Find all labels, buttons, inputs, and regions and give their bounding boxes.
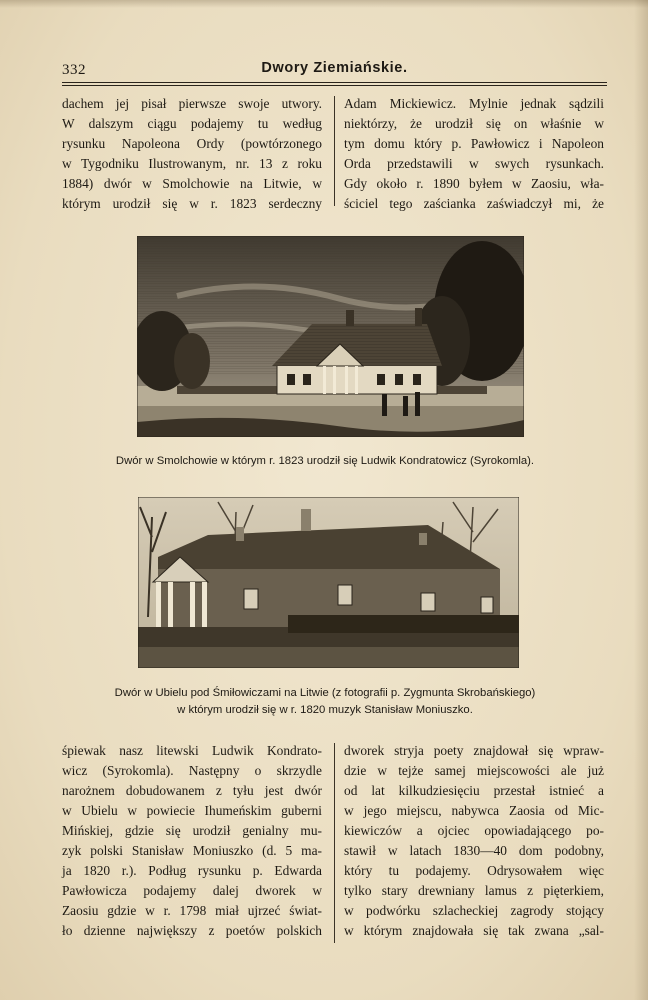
text-line: W dalszym ciągu podajemy tu według [62,116,322,131]
text-line: ściciel tego zaścianka zaświadczył mi, że [344,196,604,211]
text-line: śpiewak nasz litewski Ludwik Kondrato- [62,743,322,758]
page-header [62,60,607,82]
text-line: Gdy około r. 1890 byłem w Zaosiu, wła- [344,176,604,191]
engraving-smolchow-manor [137,236,524,437]
figure2-caption-line: w którym urodził się w r. 1820 muzyk Stanisław Moniuszko. [177,704,473,716]
text-line: dachem jej pisał pierwsze swoje utwory. [62,96,322,111]
text-line: którym urodził się w r. 1823 serdeczny [62,196,322,211]
bottom-right-column [344,741,604,941]
page-edge-right [634,0,648,1000]
text-line: dworek stryja poety znajdował się wpraw- [344,743,604,758]
text-line: w Ubielu w powiecie Ihumeńskim guberni [62,803,322,818]
text-line: Zaosiu gdzie w r. 1798 miał ujrzeć świat- [62,903,322,918]
top-right-column [344,94,604,214]
ubiel-photograph [138,497,519,668]
running-title: Dwory Ziemiańskie. [261,60,408,76]
figure2-caption-line: Dwór w Ubielu pod Śmiłowiczami na Litwie (z fotografii p. Zygmunta Skrobańskiego) [114,687,536,699]
text-line: stawił w latach 1830—40 dom podobny, [344,843,604,858]
text-line: wicz (Syrokomla). Następny o skrzydle [62,763,322,778]
text-line: Mińskiej, gdzie się urodził genialny mu- [62,823,322,838]
text-line: w jego miejscu, nabywca Zaosia od Mic- [344,803,604,818]
text-line: w podwórku szlacheckiej zagrody stojący [344,903,604,918]
header-rule-thin [62,85,607,86]
text-line: ło dzienne największy z poetów polskich [62,923,322,938]
text-line: od lat kilkudziesięciu przestał istnieć a [344,783,604,798]
text-line: który tu podajemy. Odrysowałem więc [344,863,604,878]
text-line: w którym znajdowała się tak zwana „sal- [344,923,604,938]
text-line: w Tygodniku Ilustrowanym, nr. 13 z roku [62,156,322,171]
page-edge-top [0,0,648,8]
column-divider-top [334,96,335,206]
text-line: Adam Mickiewicz. Mylnie jednak sądzili [344,96,604,111]
text-line: ja 1820 r.). Podług rysunku p. Edwarda [62,863,322,878]
figure1-caption: Dwór w Smolchowie w którym r. 1823 urodził się Ludwik Kondratowicz (Syrokomla). [115,455,535,467]
page-number: 332 [62,62,86,78]
top-left-column [62,94,322,214]
bottom-left-column [62,741,322,941]
column-divider-bottom [334,743,335,943]
text-line: niektórzy, że urodził się on właśnie w [344,116,604,131]
text-line: dzie w tejże samej miejscowości ale już [344,763,604,778]
smolchow-illustration [137,236,524,437]
text-line: tylko stary drewniany lamus z pięterkiem, [344,883,604,898]
photo-ubiel-manor [138,497,519,668]
text-line: kiewiczów a ojciec opowiadającego po- [344,823,604,838]
text-line: zyk polski Stanisław Moniuszko (d. 5 ma- [62,843,322,858]
figure2-caption [40,685,610,719]
header-rule [62,82,607,83]
text-line: Orda przedstawili w swych rysunkach. [344,156,604,171]
text-line: tym domu który p. Pawłowicz i Napoleon [344,136,604,151]
text-line: 1884) dwór w Smolchowie na Litwie, w [62,176,322,191]
text-line: Pawłowicza podajemy dalej dworek w [62,883,322,898]
text-line: narożnem dobudowanem z tyłu jest dwór [62,783,322,798]
text-line: rysunku Napoleona Ordy (powtórzonego [62,136,322,151]
